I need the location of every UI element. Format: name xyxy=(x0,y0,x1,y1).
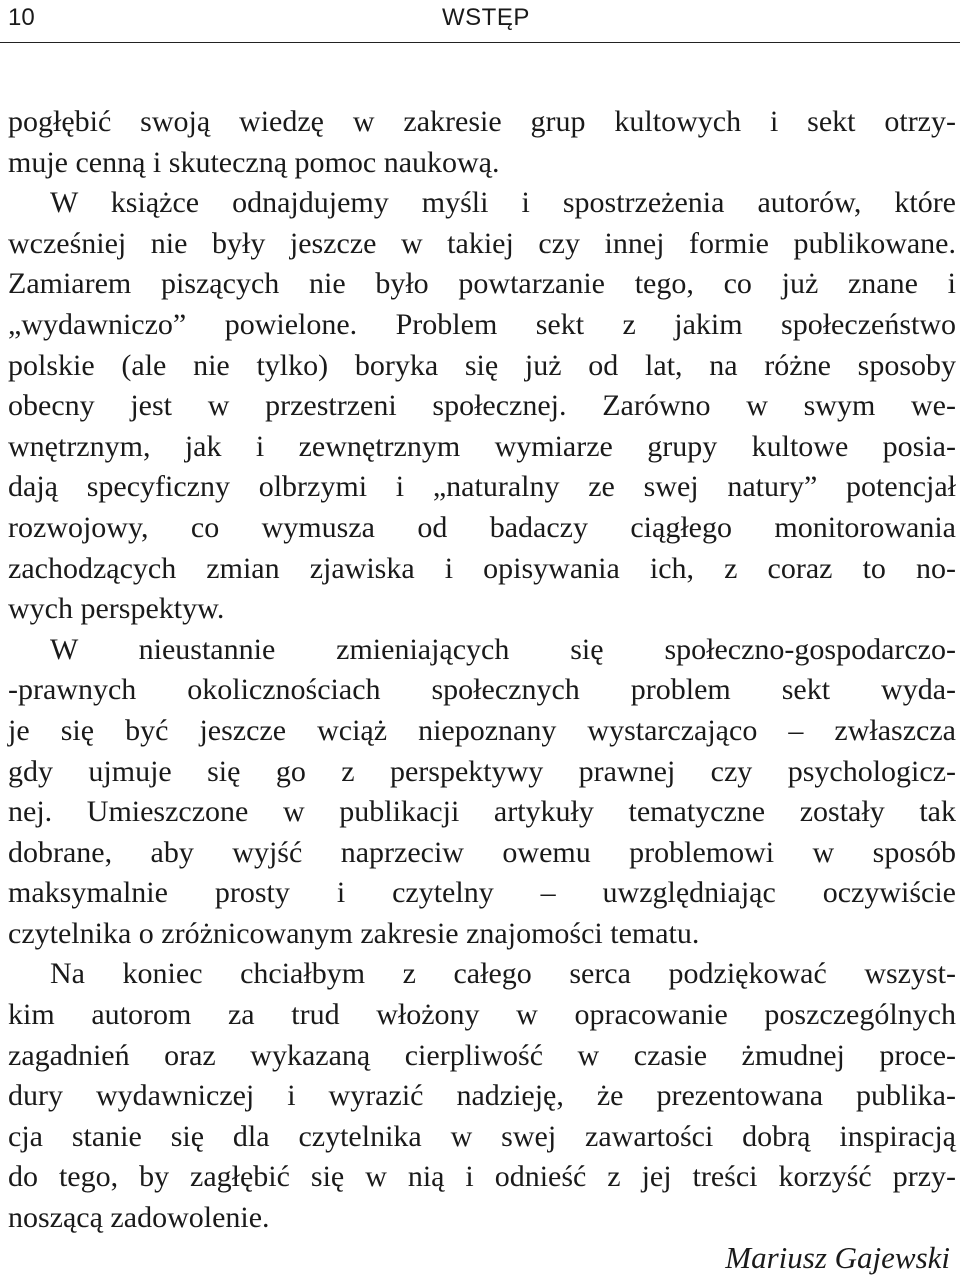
text-line: zagadnień oraz wykazaną cierpliwość w czasie żmudnej proce- xyxy=(8,1038,956,1072)
text-line: wych perspektyw. xyxy=(8,592,225,626)
text-line: wcześniej nie były jeszcze w takiej czy innej formie publikowane. xyxy=(8,226,956,260)
text-line: W książce odnajdujemy myśli i spostrzeżenia autorów, które xyxy=(50,186,956,220)
text-line: W nieustannie zmieniających się społeczno-gospodarczo- xyxy=(50,632,956,666)
text-line: dury wydawniczej i wyrazić nadzieję, że prezentowana publika- xyxy=(8,1079,956,1113)
text-line: zachodzących zmian zjawiska i opisywania ich, z coraz to no- xyxy=(8,551,956,585)
author-signature: Mariusz Gajewski xyxy=(725,1240,950,1275)
text-line: Zamiarem piszących nie było powtarzanie tego, co już znane i xyxy=(8,267,956,301)
text-line: rozwojowy, co wymusza od badaczy ciągłego monitorowania xyxy=(8,510,956,544)
text-line: -prawnych okolicznościach społecznych problem sekt wyda- xyxy=(8,673,956,707)
text-line: je się być jeszcze wciąż niepoznany wystarczająco – zwłaszcza xyxy=(8,713,956,747)
text-line: czytelnika o zróżnicowanym zakresie znajomości tematu. xyxy=(8,916,700,950)
text-line: Na koniec chciałbym z całego serca podziękować wszyst- xyxy=(50,957,956,991)
text-line: polskie (ale nie tylko) boryka się już od lat, na różne sposoby xyxy=(8,348,956,382)
text-line: do tego, by zagłębić się w nią i odnieść z jej treści korzyść przy- xyxy=(8,1160,956,1194)
text-line: dają specyficzny olbrzymi i „naturalny ze swej natury” potencjał xyxy=(8,470,956,504)
body-text xyxy=(8,102,956,1239)
page-header xyxy=(0,0,960,43)
text-line: dobrane, aby wyjść naprzeciw owemu problemowi w sposób xyxy=(8,835,956,869)
text-line: kim autorom za trud włożony w opracowanie poszczególnych xyxy=(8,998,956,1032)
text-line: nej. Umieszczone w publikacji artykuły tematyczne zostały tak xyxy=(8,795,956,829)
text-line: wnętrznym, jak i zewnętrznym wymiarze grupy kultowe posia- xyxy=(8,429,956,463)
text-line: obecny jest w przestrzeni społecznej. Zarówno w swym we- xyxy=(8,389,956,423)
text-line: gdy ujmuje się go z perspektywy prawnej czy psychologicz- xyxy=(8,754,956,788)
text-line: cja stanie się dla czytelnika w swej zawartości dobrą inspiracją xyxy=(8,1119,956,1153)
page-number: 10 xyxy=(8,4,35,31)
text-line: noszącą zadowolenie. xyxy=(8,1201,270,1235)
text-line: „wydawniczo” powielone. Problem sekt z jakim społeczeństwo xyxy=(8,307,956,341)
running-head: WSTĘP xyxy=(442,4,530,31)
text-line: muje cenną i skuteczną pomoc naukową. xyxy=(8,145,500,179)
text-line: maksymalnie prosty i czytelny – uwzględniając oczywiście xyxy=(8,876,956,910)
text-line: pogłębić swoją wiedzę w zakresie grup kultowych i sekt otrzy- xyxy=(8,105,956,138)
